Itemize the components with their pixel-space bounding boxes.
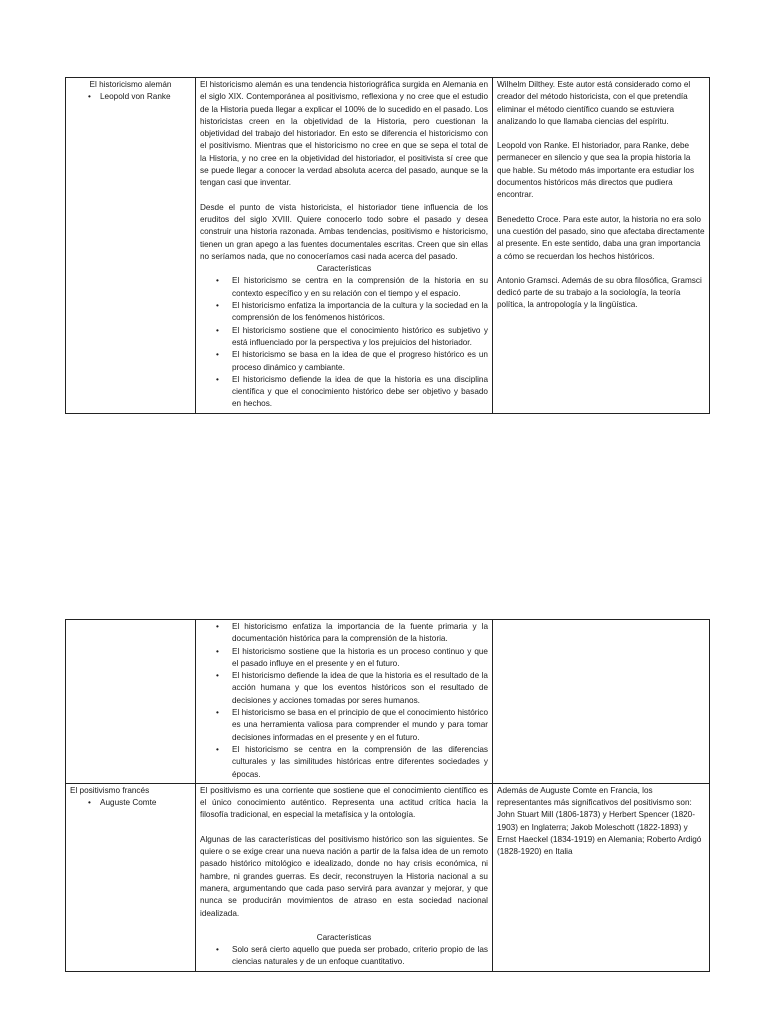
features-list (200, 944, 488, 969)
list-item: • El historicismo enfatiza la importancia de la fuente primaria y la documentación histórica para la comprensión de la historia. (200, 621, 488, 646)
topic-title: El positivismo francés (70, 785, 150, 795)
topic-title: El historicismo alemán (89, 80, 172, 89)
table-row (66, 78, 710, 414)
author-list (70, 797, 191, 809)
list-item: • El historicismo sostiene que la historia es un proceso continuo y que el pasado influye en el presente y en el futuro. (200, 646, 488, 671)
description-cell (196, 783, 493, 971)
author-note: Además de Auguste Comte en Francia, los representantes más significativos del positivismo son: John Stuart Mill (1806-1873) y Herbert Spencer (1820-1903) en Inglaterra; Jakob Moleschott (1822-1893) y Ernst Haeckel (1834-1919) en Alemania; Roberto Ardigó (1828-1920) en Italia (497, 785, 702, 857)
paragraph: Algunas de las características del positivismo histórico son las siguientes. Se quiere o se exige crear una nueva nación a partir de la falsa idea de un remoto pasado histórico mitológico e idealizado, donde no hay crisis económica, ni hambre, ni grandes guerras. Es decir, reconstruyen la Historia nacional a su manera, argumentando que cada paso servirá para avanzar y mejorar, y que nunca se producirán movimientos de atraso en esta sociedad nacional idealizada. (200, 834, 488, 918)
author-list (70, 91, 191, 103)
list-item: • El historicismo se centra en la comprensión de la historia en su contexto específico y en su relación con el tiempo y el espacio. (200, 275, 488, 300)
table-row (66, 783, 710, 971)
features-heading: Características (316, 932, 372, 942)
author-note: Wilhelm Dilthey. Este autor está considerado como el creador del método historicista, con el que pretendía eliminar el método científico cuando se estuviera analizando lo que llamaba ciencias del espíritu. (497, 80, 691, 126)
historicism-table (65, 77, 710, 414)
author-item: • Auguste Comte (70, 797, 191, 809)
paragraph: Desde el punto de vista historicista, el historiador tiene influencia de los eruditos del siglo XVIII. Quiere conocerlo todo sobre el pasado y desea construir una historia razonada. Ambas tendencias, positivismo e historicismo, tienen un gran apego a las fuentes documentales escritas. Creen que sin ellas no seríamos nada, que no conoceríamos casi nada acerca del pasado. (200, 202, 488, 261)
description-cell (196, 78, 493, 414)
author-item: • Leopold von Ranke (70, 91, 191, 103)
author-note: Benedetto Croce. Para este autor, la historia no era solo una cuestión del pasado, sino que afectaba directamente al presente. En este sentido, daba una gran importancia a cómo se recuerdan los hechos históricos. (497, 214, 705, 261)
empty-cell (493, 620, 710, 784)
paragraph: El positivismo es una corriente que sostiene que el conocimiento científico es el único conocimiento auténtico. Representa una actitud crítica hacia la filosofía tradicional, en especial la metafísica y la ontología. (200, 785, 488, 820)
paragraph: El historicismo alemán es una tendencia historiográfica surgida en Alemania en el siglo XIX. Contemporánea al positivismo, reflexiona y no cree que el estudio de la Historia pueda llegar a explicar el 100% de lo sucedido en el pasado. Los historicistas creen en la objetividad de la Historia, pero cuestionan la objetividad del trabajo del historiador. En esto se diferencia el historicismo con el positivismo. Mientras que el historicismo no cree en que se sepa el total de la Historia, y no cree en la objetividad del historiador, el positivista sí cree que se puede llegar a conocer la verdad absoluta acerca del pasado, aunque se la tengan casi que inventar. (200, 80, 488, 188)
list-item: • El historicismo se basa en el principio de que el conocimiento histórico es una herramienta valiosa para comprender el mundo y para tomar decisiones informadas en el presente y en el futuro. (200, 707, 488, 744)
authors-cell (493, 78, 710, 414)
table-row (66, 620, 710, 784)
topic-cell (66, 78, 196, 414)
features-heading: Características (316, 264, 372, 274)
list-item: • El historicismo se basa en la idea de que el progreso histórico es un proceso dinámico y cambiante. (200, 349, 488, 374)
authors-cell (493, 783, 710, 971)
list-item: • El historicismo sostiene que el conocimiento histórico es subjetivo y está influenciado por la perspectiva y los prejuicios del historiador. (200, 325, 488, 350)
list-item: • El historicismo enfatiza la importancia de la cultura y la sociedad en la comprensión de los fenómenos históricos. (200, 300, 488, 325)
description-cell (196, 620, 493, 784)
author-note: Leopold von Ranke. El historiador, para Ranke, debe permanecer en silencio y que sea la propia historia la que hable. Su método más importante era estudiar los documentos históricos más directos que pudiera encontrar. (497, 141, 695, 200)
features-list (200, 275, 488, 410)
list-item: • El historicismo se centra en la comprensión de las diferencias culturales y las similitudes históricas entre diferentes sociedades y épocas. (200, 744, 488, 781)
empty-cell (66, 620, 196, 784)
positivism-table (65, 619, 710, 972)
list-item: • Solo será cierto aquello que pueda ser probado, criterio propio de las ciencias naturales y de un enfoque cuantitativo. (200, 944, 488, 969)
author-note: Antonio Gramsci. Además de su obra filosófica, Gramsci dedicó parte de su trabajo a la sociología, la teoría política, la antropología y la lingüística. (497, 275, 702, 310)
features-list (200, 621, 488, 781)
list-item: • El historicismo defiende la idea de que la historia es el resultado de la acción humana y que los eventos históricos son el resultado de decisiones y acciones tomadas por seres humanos. (200, 670, 488, 707)
topic-cell (66, 783, 196, 971)
list-item: • El historicismo defiende la idea de que la historia es una disciplina científica y que el conocimiento histórico debe ser objetivo y basado en hechos. (200, 374, 488, 411)
